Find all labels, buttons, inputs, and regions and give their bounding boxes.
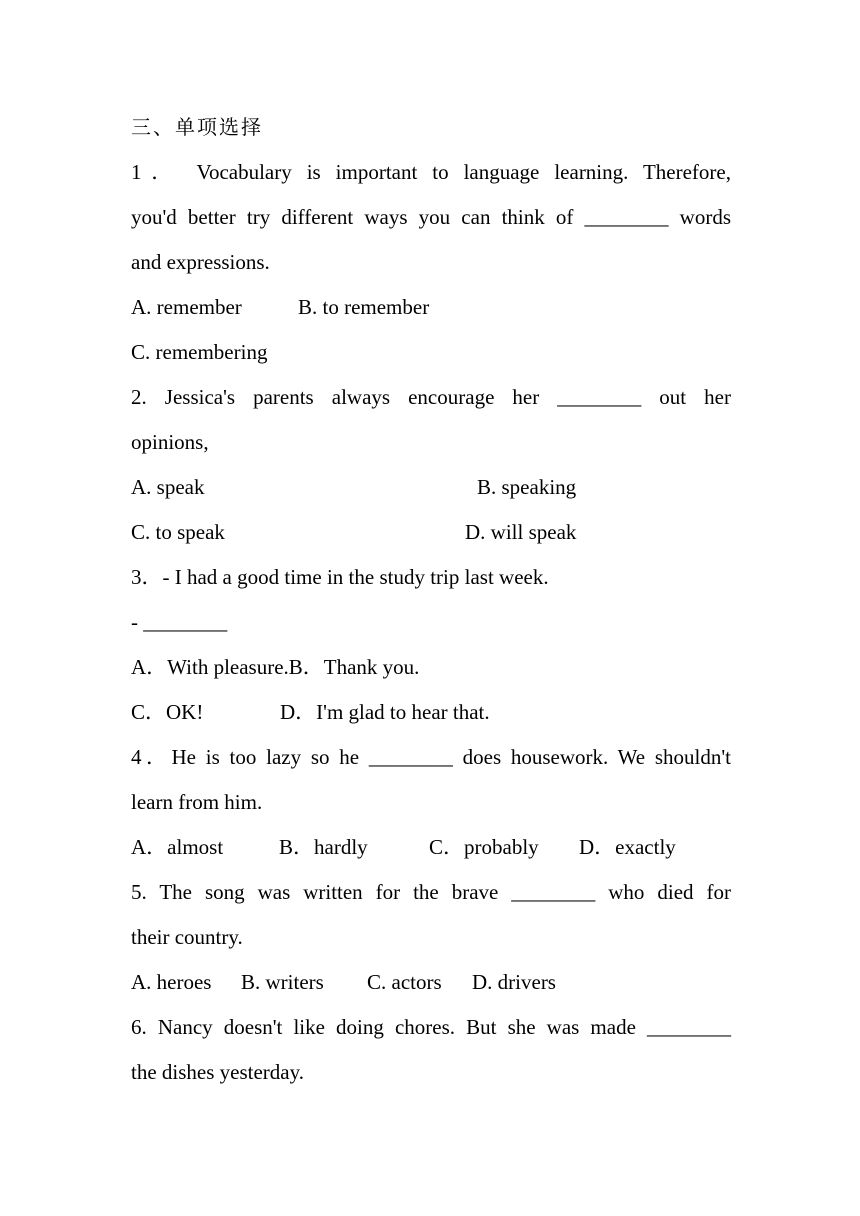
question-3-option-a-b: A．With pleasure.B．Thank you.: [131, 655, 420, 679]
question-5-line-1: 5. The song was written for the brave ________ who died for: [131, 880, 731, 904]
question-1-option-a: A. remember: [131, 295, 242, 319]
question-3-option-c: C．OK!: [131, 700, 204, 724]
question-2-option-a: A. speak: [131, 475, 205, 499]
question-6-line-1: 6. Nancy doesn't like doing chores. But she was made ________: [131, 1015, 731, 1039]
question-4-option-c: C．probably: [429, 835, 539, 859]
question-2-line-2: opinions,: [131, 430, 209, 454]
question-2-line-1: 2. Jessica's parents always encourage her ________ out her: [131, 385, 731, 409]
question-5-option-a: A. heroes: [131, 970, 212, 994]
question-4-line-1: 4．He is too lazy so he ________ does housework. We shouldn't: [131, 745, 731, 769]
question-1-line-1: 1． Vocabulary is important to language learning. Therefore,: [131, 160, 731, 184]
question-1-option-b: B. to remember: [298, 295, 430, 319]
question-3-option-d: D．I'm glad to hear that.: [280, 700, 490, 724]
question-4-option-a: A．almost: [131, 835, 224, 859]
question-2-option-d: D. will speak: [465, 520, 577, 544]
question-2-option-b: B. speaking: [477, 475, 577, 499]
question-5-option-b: B. writers: [241, 970, 324, 994]
section-title: 三、单项选择: [131, 115, 263, 139]
question-4-line-2: learn from him.: [131, 790, 263, 814]
question-1-line-3: and expressions.: [131, 250, 270, 274]
question-3-line-1: 3．- I had a good time in the study trip last week.: [131, 565, 549, 589]
question-5-line-2: their country.: [131, 925, 243, 949]
question-5-option-c: C. actors: [367, 970, 442, 994]
question-4-option-b: B．hardly: [279, 835, 368, 859]
question-1-option-c: C. remembering: [131, 340, 268, 364]
question-2-option-c: C. to speak: [131, 520, 225, 544]
question-6-line-2: the dishes yesterday.: [131, 1060, 305, 1084]
question-1-line-2: you'd better try different ways you can think of ________ words: [131, 205, 731, 229]
question-5-option-d: D. drivers: [472, 970, 556, 994]
question-4-option-d: D．exactly: [579, 835, 676, 859]
question-3-line-2: - ________: [131, 610, 228, 634]
